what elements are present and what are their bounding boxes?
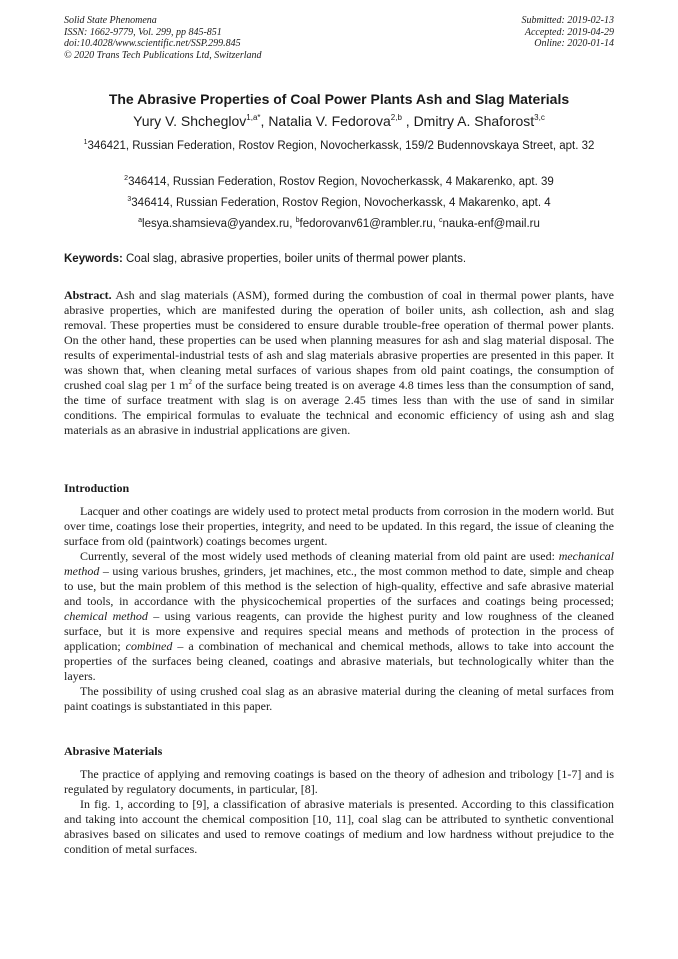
online-date: Online: 2020-01-14 bbox=[534, 38, 614, 50]
journal-info bbox=[64, 15, 262, 61]
abstract-label: Abstract. bbox=[64, 288, 112, 302]
keywords-label: Keywords: bbox=[64, 253, 123, 265]
journal-doi: doi:10.4028/www.scientific.net/SSP.299.845 bbox=[64, 38, 241, 50]
paragraph: In fig. 1, according to [9], a classification of abrasive materials is presented. According to this classification and taking into account the chemical composition [10, 11], coal slag can be attributed to synthetic conventional abrasives based on silicates and used to remove coatings of medium and low hardness without prejudice to the condition of metal surfaces. bbox=[64, 797, 614, 856]
author-affiliation-mark: 2,b bbox=[390, 113, 402, 122]
paragraph: Currently, several of the most widely used methods of cleaning material from old paint are used: mechanical method – using various brushes, grinders, jet machines, etc., the most common method to date, simple and cheap to use, but the main problem of this method is the selection of high-quality, effective and safe abrasive material and tools, in accordance with the physicochemical properties of the surfaces and coatings being processed; chemical method – using various reagents, can provide the highest purity and low roughness of the cleaned surface, but it is more expensive and requires special means and methods of protection in the process of application; combined – a combination of mechanical and chemical methods, allows to take into account the properties of the surfaces being cleaned, coatings and abrasive materials, but technologically whiter than the layers. bbox=[64, 549, 615, 683]
author-affiliation-mark: 1,a* bbox=[246, 113, 261, 122]
paper-title: The Abrasive Properties of Coal Power Plants Ash and Slag Materials bbox=[108, 91, 570, 107]
keywords-text: Coal slag, abrasive properties, boiler units of thermal power plants. bbox=[126, 253, 467, 265]
keywords bbox=[64, 253, 614, 265]
email-link[interactable]: lesya.shamsieva@yandex.ru bbox=[142, 218, 290, 230]
affiliation-3: $^3$346414, Russian Federation, Rostov Region, Novocherkassk, 4 Makarenko, apt. 4 bbox=[127, 196, 551, 209]
paragraph: Lacquer and other coatings are widely used to protect metal products from corrosion in the modern world. But over time, coatings lose their properties, integrity, and need to be updated. In this regard, the issue of cleaning the surface from old (paintwork) coatings becomes urgent. bbox=[64, 504, 614, 548]
author-list: Yury V. Shcheglov$^{1,a*}$, Natalia V. Fedorova$^{2,b}$ , Dmitry A. Shaforost$^{3,c}$ bbox=[133, 113, 545, 129]
accepted-date: Accepted: 2019-04-29 bbox=[524, 26, 614, 38]
journal-issn: ISSN: 1662-9779, Vol. 299, pp 845-851 bbox=[64, 26, 222, 38]
section-heading-abrasive-materials: Abrasive Materials bbox=[64, 744, 163, 758]
abrasive-materials-body bbox=[64, 767, 614, 857]
author-emails: $^a$lesya.shamsieva@yandex.ru, $^b$fedorovanv61@rambler.ru, $^c$nauka-enf@mail.ru bbox=[138, 217, 540, 230]
author-affiliation-mark: 3,c bbox=[534, 113, 545, 122]
author-name: Yury V. Shcheglov bbox=[133, 113, 247, 129]
section-heading-introduction: Introduction bbox=[64, 481, 130, 495]
journal-name: Solid State Phenomena bbox=[64, 15, 157, 26]
email-link[interactable]: fedorovanv61@rambler.ru bbox=[299, 218, 433, 230]
journal-copyright: © 2020 Trans Tech Publications Ltd, Switzerland bbox=[64, 49, 262, 61]
submitted-date: Submitted: 2019-02-13 bbox=[521, 15, 614, 26]
publication-dates bbox=[522, 15, 615, 50]
abstract: Abstract. Ash and slag materials (ASM), formed during the combustion of coal in thermal power plants, have abrasive properties, which are manifested during the operation of boiler units, ash collection, ash and slag removal. These properties must be considered to ensure durable trouble-free operation of thermal power plants. On the other hand, these properties can be used when planning measures for ash and slag material disposal. The results of experimental-industrial tests of ash and slag materials abrasive properties are presented in this paper. It was shown that, when cleaning metal surfaces of various shapes from old paint coatings, the consumption of crushed coal slag per 1 $m^2$ of the surface being treated is on average 4.8 times less than the consumption of sand, the time of surface treatment with slag is on average 2.45 times less than with the use of sand in similar conditions. The empirical formulas to evaluate the technical and economic efficiency of using ash and slag materials as an abrasive in industrial applications are given. bbox=[64, 288, 615, 437]
author-name: Natalia V. Fedorova bbox=[268, 113, 391, 129]
paragraph: The practice of applying and removing coatings is based on the theory of adhesion and tribology [1-7] and is regulated by regulatory documents, in particular, [8]. bbox=[64, 767, 614, 796]
email-link[interactable]: nauka-enf@mail.ru bbox=[442, 218, 540, 230]
introduction-body bbox=[64, 504, 614, 714]
affiliation-2: $^2$346414, Russian Federation, Rostov Region, Novocherkassk, 4 Makarenko, apt. 39 bbox=[124, 175, 554, 188]
author-name: Dmitry A. Shaforost bbox=[413, 113, 535, 129]
affiliation-1: $^1$346421, Russian Federation, Rostov Region, Novocherkassk, 159/2 Budennovskaya Street, apt. 32 bbox=[83, 139, 595, 152]
paragraph: The possibility of using crushed coal slag as an abrasive material during the cleaning of metal surfaces from paint coatings is substantiated in this paper. bbox=[64, 684, 614, 713]
